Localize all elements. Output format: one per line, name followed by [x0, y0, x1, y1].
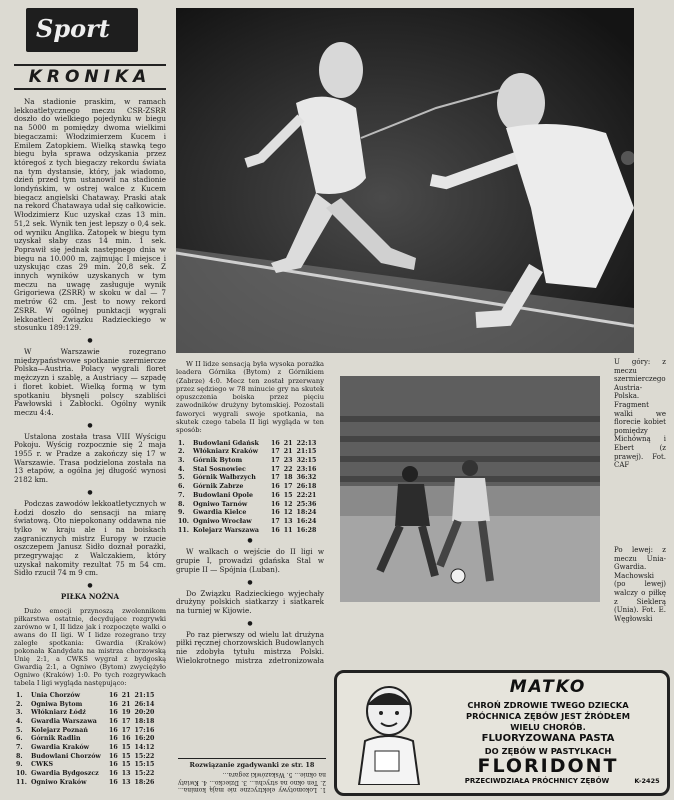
table-row: [14, 753, 156, 762]
article-javelin: Podczas zawodów lekkoatletycznych w Łodzi doszło do sensacji na miarę światową. Oto niepokonany oddawna nie tylko w kraju ale i na boiskach zagranicznych mistrz Europy w rzucie oszczepem Janusz Sidło doznał porażki, przegrywając z Walczakiem, który uzyskał nakomity rezultat 75 m 54 cm. Sidło rzucił 74 m 9 cm.: [14, 498, 166, 578]
table-cell: 18: [283, 474, 293, 482]
table-cell: Górnik Wałbrzych: [192, 474, 256, 482]
table-cell: CWKS: [30, 761, 54, 769]
separator: ●: [87, 336, 93, 344]
table-cell: 16:20: [134, 735, 155, 743]
table-cell: 36:32: [296, 474, 317, 482]
table-cell: 6.: [16, 735, 23, 743]
table-cell: 16: [108, 700, 118, 708]
table-cell: 16: [108, 761, 118, 769]
table-cell: 3.: [178, 457, 185, 465]
puzzle-box: [178, 758, 326, 797]
table-cell: Ogniwa Bytom: [30, 700, 83, 708]
table-cell: 16: [108, 691, 118, 699]
table-row: [176, 474, 318, 483]
table-cell: 18:24: [296, 509, 317, 517]
table-row: [176, 492, 318, 501]
football-heading: PIŁKA NOŻNA: [60, 592, 120, 602]
puzzle-text: 1. Lokomotywy elektryczne nie mają komina... 2. Ten okno na strychu... 3. Dziecko... 4. Kwiaty na oknie... 5. Wskazówki zegara...: [178, 771, 326, 793]
table-cell: 5.: [178, 474, 185, 482]
table-cell: 9.: [16, 761, 23, 769]
table-cell: Włókniarz Łódź: [30, 709, 86, 717]
table-cell: 6.: [178, 483, 185, 491]
table-cell: Ogniwo Kraków: [30, 778, 87, 786]
table-cell: 2.: [16, 700, 23, 708]
table-row: [14, 779, 156, 788]
table-cell: 7.: [178, 491, 185, 499]
table-cell: 21: [283, 448, 293, 456]
table-cell: 16: [108, 726, 118, 734]
table-cell: 12: [283, 500, 293, 508]
table-cell: 4.: [16, 717, 23, 725]
table-cell: Budowlani Gdańsk: [192, 439, 259, 447]
table-cell: Kolejarz Poznań: [30, 726, 88, 734]
table-cell: 16: [108, 744, 118, 752]
ad-line6: PRZECIWDZIAŁA PRÓCHNICY ZĘBÓW: [464, 777, 610, 785]
table-cell: 13: [121, 770, 131, 778]
sport-logo-text: Sport: [36, 14, 110, 43]
table-cell: 16:24: [296, 518, 317, 525]
ad-line4: FLUORYZOWANA PASTA: [481, 733, 615, 744]
table-cell: 11: [283, 526, 293, 534]
table-cell: 11.: [16, 778, 27, 786]
table-cell: 15:22: [134, 752, 155, 760]
table-cell: 12: [283, 509, 293, 517]
table-row: [176, 457, 318, 466]
ad-line5: DO ZĘBÓW W PASTYLKACH: [484, 746, 612, 756]
kronika-heading: [14, 64, 166, 90]
fencing-photo: [176, 8, 634, 353]
table-cell: 17: [270, 465, 280, 473]
table-cell: 2.: [178, 448, 185, 456]
table-cell: 22: [283, 465, 293, 473]
table-cell: 15: [121, 761, 131, 769]
separator: ●: [87, 488, 93, 496]
table-cell: 18:18: [134, 717, 155, 725]
table-row: [14, 692, 156, 701]
table-row: [176, 509, 318, 518]
table-cell: 16: [270, 500, 280, 508]
article-handball: Po raz pierwszy od wielu lat drużyna piłki ręcznej chorzowskich Budowlanych nie zdobyła tytułu mistrza Polski. Wielokrotnego mistrza zdetronizowała: [176, 629, 324, 665]
table-row: [14, 770, 156, 779]
table-cell: 21:15: [296, 448, 317, 456]
table-cell: 16: [270, 526, 280, 534]
table-row: [176, 483, 318, 492]
table-cell: 16: [270, 491, 280, 499]
table-cell: 15: [121, 752, 131, 760]
table-cell: 13: [283, 518, 293, 525]
table-cell: 21: [121, 700, 131, 708]
table-cell: Budowlani Opole: [192, 491, 254, 499]
table-row: [176, 518, 318, 527]
article-football: Dużo emocji przynoszą zwolennikom piłkarstwa ostatnie, decydujące rozgrywki zarówno w I, II lidze jak i rozpoczęte walki o awans do II ligi. W I lidze rozegrano trzy zaległe spotkania: Gwardia (Kraków) pokonała Kandydata na mistrza chorzowską Unię 2:1, a CWKS wygrał z bydgoską Gwardią 2:1, a Ogniwo (Bytom) zwyciężyło Ogniwo (Kraków) 1:0. Po tych rozgrywkach tabela I ligi wygląda następująco:: [14, 606, 166, 687]
table-cell: 9.: [178, 509, 185, 517]
table-cell: 22:13: [296, 439, 317, 447]
article-second-league: W II lidze sensacją była wysoka porażka leadera Górnika (Bytom) z Górnikiem (Zabrze) 4:0. Mecz ten został przerwany przez sędziego w 78 minucie gry na skutek opuszczenia boiska przez pięciu zawodników drużyny bytomskiej. Pozostali faworyci wygrali swoje spotkania, na skutek czego tabela II ligi wygląda w ten sposób:: [176, 360, 324, 435]
table-cell: Budowlani Chorzów: [30, 752, 101, 760]
table-cell: 15:15: [134, 761, 155, 769]
ad-brand: MATKO: [509, 677, 587, 697]
table-cell: 22:21: [296, 491, 317, 499]
table-cell: 20:20: [134, 709, 155, 717]
table-cell: 16: [108, 717, 118, 725]
table-cell: 17: [270, 448, 280, 456]
table-row: [176, 501, 318, 510]
table-cell: 16: [108, 735, 118, 743]
table-cell: Górnik Zabrze: [192, 483, 244, 491]
table-cell: 17:16: [134, 726, 155, 734]
table-cell: Kolejarz Warszawa: [192, 526, 259, 534]
table-cell: 15:22: [134, 770, 155, 778]
table-cell: Gwardia Kraków: [30, 744, 90, 752]
table-cell: 21: [121, 691, 131, 699]
table-row: [14, 744, 156, 753]
child-illustration: [345, 681, 433, 785]
table-cell: 7.: [16, 744, 23, 752]
league-table-1: [14, 692, 156, 788]
table-cell: 16:28: [296, 526, 317, 534]
table-cell: 11.: [178, 526, 189, 534]
table-cell: 15: [121, 744, 131, 752]
separator: ●: [247, 619, 253, 627]
table-row: [14, 709, 156, 718]
table-cell: 16: [108, 709, 118, 717]
table-cell: 17: [270, 457, 280, 465]
table-cell: 14:12: [134, 744, 155, 752]
ad-line1: CHROŃ ZDROWIE TWEGO DZIECKA: [467, 700, 629, 710]
separator: ●: [87, 582, 93, 590]
table-cell: 18:26: [134, 778, 155, 786]
article-fencing: W Warszawie rozegrano międzypaństwowe spotkanie szermiercze Polska—Austria. Polacy wygrali floret mężczyzn i szablę, a Austriacy — szpadę i floret kobiet. Wielką formą w tym spotkaniu błysnęli polscy szabliści Pawłowski i Zabłocki. Ogólny wynik meczu 4:4.: [14, 346, 166, 417]
article-peace-race: Ustalona została trasa VIII Wyścigu Pokoju. Wyścig rozpocznie się 2 maja 1955 r. w Pradze a zakończy się 17 w Warszawie. Trasa podzielona została na 13 etapów, a ogólna jej długość wynosi 2182 km.: [14, 431, 166, 485]
table-cell: 16: [121, 735, 131, 743]
sport-logo: [26, 8, 138, 52]
league-table-2: [176, 440, 318, 536]
fencing-photo-image: [176, 8, 634, 353]
table-row: [14, 701, 156, 710]
table-cell: 16: [108, 752, 118, 760]
table-cell: 21: [283, 439, 293, 447]
separator: ●: [247, 578, 253, 586]
table-row: [176, 466, 318, 475]
table-cell: 19: [121, 709, 131, 717]
football-photo: [340, 376, 600, 602]
table-cell: 16: [270, 439, 280, 447]
table-cell: 17: [270, 474, 280, 482]
kronika-title: KRONIKA: [28, 67, 152, 87]
table-cell: 13: [121, 778, 131, 786]
table-cell: 26:14: [134, 700, 155, 708]
table-cell: 16: [270, 483, 280, 491]
left-column: [14, 98, 166, 795]
table-cell: Górnik Bytom: [192, 457, 243, 465]
table-cell: 8.: [16, 752, 23, 760]
football-photo-image: [340, 376, 600, 602]
table-row: [14, 735, 156, 744]
ad-code: K-2425: [634, 777, 660, 785]
table-row: [14, 718, 156, 727]
table-cell: 15: [283, 491, 293, 499]
table-cell: 16: [108, 770, 118, 778]
table-row: [176, 440, 318, 449]
article-promotion: W walkach o wejście do II ligi w grupie I, prowadzi gdańska Stal w grupie II — Spójnia (Luban).: [176, 547, 324, 574]
caption-left: Po lewej: z meczu Unia-Gwardia. Machowski (po lewej) walczy o piłkę z Sieklerą (Unia). Fot. E. Węgłowski: [614, 546, 666, 623]
table-cell: 17: [283, 483, 293, 491]
table-row: [14, 727, 156, 736]
table-cell: Górnik Radlin: [30, 735, 81, 743]
puzzle-title: Rozwiązanie zgadywanki ze str. 18: [189, 761, 315, 769]
table-cell: 23: [283, 457, 293, 465]
ad-line3: WIELU CHORÓB.: [510, 722, 586, 732]
article-athletics: Na stadionie praskim, w ramach lekkoatletycznego meczu CSR-ZSRR doszło do wielkiego pojedynku w biegu na 5000 m pomiędzy dwoma wielkimi biegaczami: Włodzimierzem Kucem i Emilem Zatopkiem. Wielką stawką tego biegu była sprawa odzyskania przez któregoś z tych biegaczy rekordu świata na tym dystansie, który, jak wiadomo, dzień przed tym ustanowił na stadionie londyńskim, w ostrej walce z Kucem biegacz angielski Chataway. Praski atak na rekord Chatawaya udał się całkowicie. Włodzimierz Kuc uzyskał czas 13 min. 51,2 sek. Wynik ten jest lepszy o 0,4 sek. od wyniku Anglika. Zatopek w biegu tym uzyskał słaby czas 14 min. 1 sek. Poprawił się jednak następnego dnia w biegu na 10.000 m, zajmując I miejsce i uzyskując czas 29 min. 20,8 sek. Z innych wyników uzyskanych w tym meczu na uwagę zasługuje wynik Grigoriewa (ZSRR) w skoku w dal — 7 metrów 62 cm. Jest to nowy rekord ZSRR. W ogólnej punktacji wygrali lekkoatleci Związku Radzieckiego w stosunku 189:129.: [14, 98, 166, 333]
table-cell: 1.: [16, 691, 23, 699]
table-cell: Unia Chorzów: [30, 691, 81, 699]
table-cell: 17: [270, 518, 280, 525]
table-cell: 32:15: [296, 457, 317, 465]
table-cell: Ogniwo Tarnów: [192, 500, 248, 508]
ad-product: FLORIDONT: [477, 755, 619, 777]
table-cell: Stal Sosnowiec: [192, 465, 246, 473]
caption-top: U góry: z meczu szermierczego Austria-Polska. Fragment walki we florecie kobiet pomiędzy Michówną i Ebert (z prawej). Fot. CAF: [614, 358, 666, 470]
table-cell: 8.: [178, 500, 185, 508]
table-cell: Gwardia Warszawa: [30, 717, 97, 725]
table-cell: 10.: [16, 770, 27, 778]
table-row: [14, 761, 156, 770]
separator: ●: [87, 421, 93, 429]
table-cell: 16: [270, 509, 280, 517]
table-cell: 16: [108, 778, 118, 786]
floridont-ad: [334, 670, 670, 796]
article-volleyball: Do Związku Radzieckiego wyjechały drużyny polskich siatkarzy i siatkarek na turniej w Kijowie.: [176, 588, 324, 615]
table-cell: 4.: [178, 465, 185, 473]
table-cell: 5.: [16, 726, 23, 734]
table-cell: Gwardia Kielce: [192, 509, 247, 517]
table-cell: Włókniarz Kraków: [192, 448, 259, 456]
table-cell: 25:36: [296, 500, 317, 508]
table-row: [176, 448, 318, 457]
table-cell: 17: [121, 717, 131, 725]
separator: ●: [247, 537, 253, 545]
table-cell: 3.: [16, 709, 23, 717]
ad-line2: PRÓCHNICA ZĘBÓW JEST ŹRÓDŁEM: [466, 711, 630, 721]
table-cell: 23:16: [296, 465, 317, 473]
table-cell: Gwardia Bydgoszcz: [30, 770, 99, 778]
table-cell: Ogniwo Wrocław: [192, 518, 252, 525]
table-cell: 17: [121, 726, 131, 734]
table-cell: 21:15: [134, 691, 155, 699]
table-row: [176, 527, 318, 536]
middle-column: [176, 360, 324, 665]
table-cell: 10.: [178, 518, 189, 525]
table-cell: 1.: [178, 439, 185, 447]
table-cell: 26:18: [296, 483, 317, 491]
